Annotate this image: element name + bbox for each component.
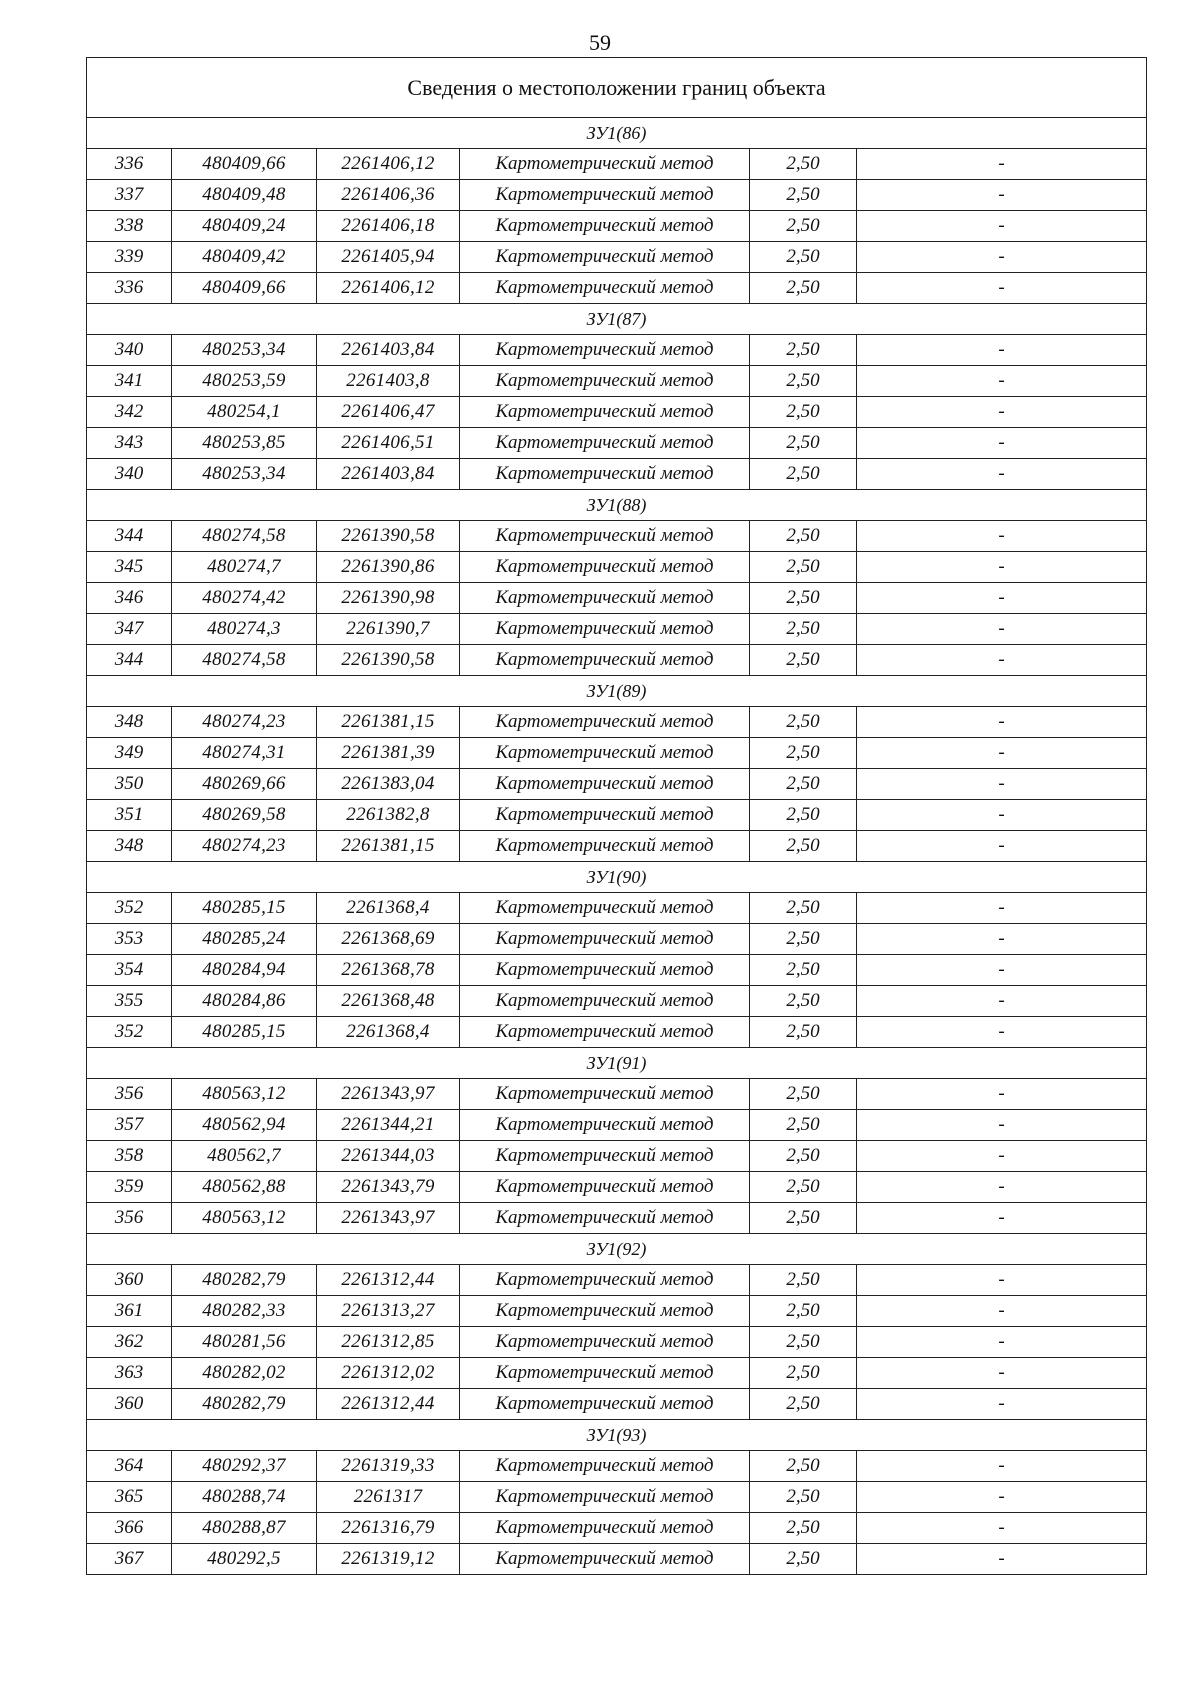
method-cell: Картометрический метод xyxy=(460,1141,750,1172)
accuracy-cell: 2,50 xyxy=(750,1358,857,1389)
description-cell: - xyxy=(857,1079,1147,1110)
description-cell: - xyxy=(857,831,1147,862)
y-coordinate-cell: 2261319,12 xyxy=(317,1544,460,1575)
point-number-cell: 343 xyxy=(87,428,172,459)
y-coordinate-cell: 2261406,51 xyxy=(317,428,460,459)
section-header-row xyxy=(87,1234,1147,1265)
x-coordinate-cell: 480284,94 xyxy=(172,955,317,986)
method-cell: Картометрический метод xyxy=(460,459,750,490)
table-row xyxy=(87,242,1147,273)
x-coordinate-cell: 480253,34 xyxy=(172,335,317,366)
table-row xyxy=(87,1513,1147,1544)
point-number-cell: 357 xyxy=(87,1110,172,1141)
table-row xyxy=(87,273,1147,304)
accuracy-cell: 2,50 xyxy=(750,955,857,986)
accuracy-cell: 2,50 xyxy=(750,521,857,552)
y-coordinate-cell: 2261317 xyxy=(317,1482,460,1513)
y-coordinate-cell: 2261312,85 xyxy=(317,1327,460,1358)
table-row xyxy=(87,1265,1147,1296)
table-row xyxy=(87,1079,1147,1110)
y-coordinate-cell: 2261319,33 xyxy=(317,1451,460,1482)
y-coordinate-cell: 2261381,15 xyxy=(317,707,460,738)
point-number-cell: 363 xyxy=(87,1358,172,1389)
x-coordinate-cell: 480562,88 xyxy=(172,1172,317,1203)
x-coordinate-cell: 480292,37 xyxy=(172,1451,317,1482)
x-coordinate-cell: 480274,23 xyxy=(172,707,317,738)
accuracy-cell: 2,50 xyxy=(750,1265,857,1296)
section-header-row xyxy=(87,118,1147,149)
table-row xyxy=(87,1451,1147,1482)
accuracy-cell: 2,50 xyxy=(750,242,857,273)
description-cell: - xyxy=(857,1141,1147,1172)
x-coordinate-cell: 480253,34 xyxy=(172,459,317,490)
description-cell: - xyxy=(857,211,1147,242)
point-number-cell: 354 xyxy=(87,955,172,986)
method-cell: Картометрический метод xyxy=(460,614,750,645)
x-coordinate-cell: 480409,24 xyxy=(172,211,317,242)
x-coordinate-cell: 480282,79 xyxy=(172,1265,317,1296)
point-number-cell: 360 xyxy=(87,1389,172,1420)
method-cell: Картометрический метод xyxy=(460,273,750,304)
description-cell: - xyxy=(857,1327,1147,1358)
accuracy-cell: 2,50 xyxy=(750,1141,857,1172)
method-cell: Картометрический метод xyxy=(460,1513,750,1544)
method-cell: Картометрический метод xyxy=(460,149,750,180)
y-coordinate-cell: 2261406,12 xyxy=(317,273,460,304)
accuracy-cell: 2,50 xyxy=(750,397,857,428)
table-row xyxy=(87,645,1147,676)
y-coordinate-cell: 2261368,78 xyxy=(317,955,460,986)
table-row xyxy=(87,521,1147,552)
method-cell: Картометрический метод xyxy=(460,1296,750,1327)
accuracy-cell: 2,50 xyxy=(750,335,857,366)
accuracy-cell: 2,50 xyxy=(750,1513,857,1544)
accuracy-cell: 2,50 xyxy=(750,924,857,955)
x-coordinate-cell: 480284,86 xyxy=(172,986,317,1017)
method-cell: Картометрический метод xyxy=(460,1544,750,1575)
point-number-cell: 350 xyxy=(87,769,172,800)
accuracy-cell: 2,50 xyxy=(750,986,857,1017)
table-title: Сведения о местоположении границ объекта xyxy=(87,58,1147,118)
point-number-cell: 351 xyxy=(87,800,172,831)
description-cell: - xyxy=(857,459,1147,490)
table-row xyxy=(87,1017,1147,1048)
description-cell: - xyxy=(857,1172,1147,1203)
method-cell: Картометрический метод xyxy=(460,1327,750,1358)
table-row xyxy=(87,769,1147,800)
point-number-cell: 356 xyxy=(87,1203,172,1234)
description-cell: - xyxy=(857,273,1147,304)
description-cell: - xyxy=(857,397,1147,428)
table-row xyxy=(87,1296,1147,1327)
x-coordinate-cell: 480269,58 xyxy=(172,800,317,831)
point-number-cell: 361 xyxy=(87,1296,172,1327)
table-row xyxy=(87,552,1147,583)
y-coordinate-cell: 2261390,58 xyxy=(317,645,460,676)
y-coordinate-cell: 2261390,58 xyxy=(317,521,460,552)
table-row xyxy=(87,924,1147,955)
point-number-cell: 365 xyxy=(87,1482,172,1513)
description-cell: - xyxy=(857,614,1147,645)
method-cell: Картометрический метод xyxy=(460,800,750,831)
method-cell: Картометрический метод xyxy=(460,552,750,583)
point-number-cell: 348 xyxy=(87,707,172,738)
description-cell: - xyxy=(857,986,1147,1017)
table-row xyxy=(87,428,1147,459)
y-coordinate-cell: 2261312,44 xyxy=(317,1265,460,1296)
description-cell: - xyxy=(857,707,1147,738)
table-row xyxy=(87,800,1147,831)
accuracy-cell: 2,50 xyxy=(750,831,857,862)
method-cell: Картометрический метод xyxy=(460,428,750,459)
method-cell: Картометрический метод xyxy=(460,521,750,552)
table-row xyxy=(87,831,1147,862)
accuracy-cell: 2,50 xyxy=(750,1110,857,1141)
accuracy-cell: 2,50 xyxy=(750,800,857,831)
method-cell: Картометрический метод xyxy=(460,242,750,273)
table-row xyxy=(87,1203,1147,1234)
point-number-cell: 360 xyxy=(87,1265,172,1296)
method-cell: Картометрический метод xyxy=(460,1017,750,1048)
section-name: ЗУ1(88) xyxy=(87,490,1147,521)
point-number-cell: 358 xyxy=(87,1141,172,1172)
x-coordinate-cell: 480282,02 xyxy=(172,1358,317,1389)
section-name: ЗУ1(86) xyxy=(87,118,1147,149)
x-coordinate-cell: 480563,12 xyxy=(172,1203,317,1234)
accuracy-cell: 2,50 xyxy=(750,149,857,180)
section-name: ЗУ1(92) xyxy=(87,1234,1147,1265)
section-name: ЗУ1(93) xyxy=(87,1420,1147,1451)
y-coordinate-cell: 2261312,02 xyxy=(317,1358,460,1389)
table-row xyxy=(87,1482,1147,1513)
x-coordinate-cell: 480562,94 xyxy=(172,1110,317,1141)
description-cell: - xyxy=(857,1265,1147,1296)
method-cell: Картометрический метод xyxy=(460,335,750,366)
x-coordinate-cell: 480253,85 xyxy=(172,428,317,459)
x-coordinate-cell: 480274,58 xyxy=(172,645,317,676)
x-coordinate-cell: 480409,42 xyxy=(172,242,317,273)
method-cell: Картометрический метод xyxy=(460,1079,750,1110)
x-coordinate-cell: 480281,56 xyxy=(172,1327,317,1358)
table-row xyxy=(87,1544,1147,1575)
accuracy-cell: 2,50 xyxy=(750,614,857,645)
method-cell: Картометрический метод xyxy=(460,986,750,1017)
point-number-cell: 353 xyxy=(87,924,172,955)
description-cell: - xyxy=(857,1544,1147,1575)
method-cell: Картометрический метод xyxy=(460,769,750,800)
accuracy-cell: 2,50 xyxy=(750,1017,857,1048)
description-cell: - xyxy=(857,552,1147,583)
y-coordinate-cell: 2261406,47 xyxy=(317,397,460,428)
accuracy-cell: 2,50 xyxy=(750,180,857,211)
x-coordinate-cell: 480274,31 xyxy=(172,738,317,769)
y-coordinate-cell: 2261344,03 xyxy=(317,1141,460,1172)
accuracy-cell: 2,50 xyxy=(750,645,857,676)
table-row xyxy=(87,180,1147,211)
y-coordinate-cell: 2261368,69 xyxy=(317,924,460,955)
y-coordinate-cell: 2261406,36 xyxy=(317,180,460,211)
point-number-cell: 352 xyxy=(87,1017,172,1048)
table-row xyxy=(87,211,1147,242)
y-coordinate-cell: 2261405,94 xyxy=(317,242,460,273)
table-title-row xyxy=(87,58,1147,118)
point-number-cell: 339 xyxy=(87,242,172,273)
y-coordinate-cell: 2261390,98 xyxy=(317,583,460,614)
table-row xyxy=(87,1327,1147,1358)
description-cell: - xyxy=(857,1513,1147,1544)
y-coordinate-cell: 2261343,79 xyxy=(317,1172,460,1203)
description-cell: - xyxy=(857,955,1147,986)
accuracy-cell: 2,50 xyxy=(750,1079,857,1110)
section-header-row xyxy=(87,490,1147,521)
section-name: ЗУ1(91) xyxy=(87,1048,1147,1079)
description-cell: - xyxy=(857,1296,1147,1327)
y-coordinate-cell: 2261382,8 xyxy=(317,800,460,831)
accuracy-cell: 2,50 xyxy=(750,707,857,738)
point-number-cell: 352 xyxy=(87,893,172,924)
accuracy-cell: 2,50 xyxy=(750,428,857,459)
x-coordinate-cell: 480288,87 xyxy=(172,1513,317,1544)
section-header-row xyxy=(87,676,1147,707)
table-row xyxy=(87,955,1147,986)
method-cell: Картометрический метод xyxy=(460,831,750,862)
point-number-cell: 362 xyxy=(87,1327,172,1358)
accuracy-cell: 2,50 xyxy=(750,1296,857,1327)
section-name: ЗУ1(89) xyxy=(87,676,1147,707)
method-cell: Картометрический метод xyxy=(460,1389,750,1420)
accuracy-cell: 2,50 xyxy=(750,211,857,242)
point-number-cell: 346 xyxy=(87,583,172,614)
point-number-cell: 340 xyxy=(87,459,172,490)
description-cell: - xyxy=(857,242,1147,273)
x-coordinate-cell: 480274,42 xyxy=(172,583,317,614)
y-coordinate-cell: 2261406,12 xyxy=(317,149,460,180)
point-number-cell: 359 xyxy=(87,1172,172,1203)
x-coordinate-cell: 480274,7 xyxy=(172,552,317,583)
method-cell: Картометрический метод xyxy=(460,1358,750,1389)
accuracy-cell: 2,50 xyxy=(750,1203,857,1234)
point-number-cell: 348 xyxy=(87,831,172,862)
method-cell: Картометрический метод xyxy=(460,397,750,428)
point-number-cell: 344 xyxy=(87,521,172,552)
method-cell: Картометрический метод xyxy=(460,1265,750,1296)
method-cell: Картометрический метод xyxy=(460,924,750,955)
y-coordinate-cell: 2261390,86 xyxy=(317,552,460,583)
method-cell: Картометрический метод xyxy=(460,1110,750,1141)
description-cell: - xyxy=(857,1451,1147,1482)
y-coordinate-cell: 2261381,15 xyxy=(317,831,460,862)
y-coordinate-cell: 2261383,04 xyxy=(317,769,460,800)
method-cell: Картометрический метод xyxy=(460,180,750,211)
accuracy-cell: 2,50 xyxy=(750,769,857,800)
point-number-cell: 364 xyxy=(87,1451,172,1482)
y-coordinate-cell: 2261368,4 xyxy=(317,1017,460,1048)
accuracy-cell: 2,50 xyxy=(750,583,857,614)
accuracy-cell: 2,50 xyxy=(750,1451,857,1482)
accuracy-cell: 2,50 xyxy=(750,738,857,769)
method-cell: Картометрический метод xyxy=(460,583,750,614)
method-cell: Картометрический метод xyxy=(460,955,750,986)
x-coordinate-cell: 480285,15 xyxy=(172,893,317,924)
point-number-cell: 355 xyxy=(87,986,172,1017)
x-coordinate-cell: 480274,3 xyxy=(172,614,317,645)
accuracy-cell: 2,50 xyxy=(750,893,857,924)
accuracy-cell: 2,50 xyxy=(750,1172,857,1203)
accuracy-cell: 2,50 xyxy=(750,1389,857,1420)
y-coordinate-cell: 2261312,44 xyxy=(317,1389,460,1420)
table-row xyxy=(87,1141,1147,1172)
description-cell: - xyxy=(857,366,1147,397)
y-coordinate-cell: 2261381,39 xyxy=(317,738,460,769)
description-cell: - xyxy=(857,738,1147,769)
boundary-coordinates-table xyxy=(86,57,1147,1575)
x-coordinate-cell: 480274,58 xyxy=(172,521,317,552)
description-cell: - xyxy=(857,800,1147,831)
description-cell: - xyxy=(857,428,1147,459)
y-coordinate-cell: 2261368,4 xyxy=(317,893,460,924)
y-coordinate-cell: 2261313,27 xyxy=(317,1296,460,1327)
table-row xyxy=(87,707,1147,738)
y-coordinate-cell: 2261344,21 xyxy=(317,1110,460,1141)
point-number-cell: 356 xyxy=(87,1079,172,1110)
x-coordinate-cell: 480409,66 xyxy=(172,149,317,180)
y-coordinate-cell: 2261368,48 xyxy=(317,986,460,1017)
section-name: ЗУ1(87) xyxy=(87,304,1147,335)
description-cell: - xyxy=(857,149,1147,180)
point-number-cell: 344 xyxy=(87,645,172,676)
method-cell: Картометрический метод xyxy=(460,645,750,676)
method-cell: Картометрический метод xyxy=(460,1203,750,1234)
x-coordinate-cell: 480269,66 xyxy=(172,769,317,800)
description-cell: - xyxy=(857,335,1147,366)
description-cell: - xyxy=(857,1389,1147,1420)
method-cell: Картометрический метод xyxy=(460,211,750,242)
table-row xyxy=(87,397,1147,428)
method-cell: Картометрический метод xyxy=(460,707,750,738)
description-cell: - xyxy=(857,583,1147,614)
point-number-cell: 340 xyxy=(87,335,172,366)
x-coordinate-cell: 480285,24 xyxy=(172,924,317,955)
description-cell: - xyxy=(857,769,1147,800)
section-header-row xyxy=(87,862,1147,893)
method-cell: Картометрический метод xyxy=(460,1451,750,1482)
page-number: 59 xyxy=(589,30,611,55)
table-row xyxy=(87,583,1147,614)
x-coordinate-cell: 480282,33 xyxy=(172,1296,317,1327)
method-cell: Картометрический метод xyxy=(460,1172,750,1203)
y-coordinate-cell: 2261403,84 xyxy=(317,459,460,490)
accuracy-cell: 2,50 xyxy=(750,552,857,583)
method-cell: Картометрический метод xyxy=(460,366,750,397)
section-name: ЗУ1(90) xyxy=(87,862,1147,893)
x-coordinate-cell: 480409,48 xyxy=(172,180,317,211)
table-row xyxy=(87,459,1147,490)
table-row xyxy=(87,893,1147,924)
table-body xyxy=(87,58,1147,1575)
point-number-cell: 367 xyxy=(87,1544,172,1575)
method-cell: Картометрический метод xyxy=(460,893,750,924)
point-number-cell: 341 xyxy=(87,366,172,397)
y-coordinate-cell: 2261343,97 xyxy=(317,1203,460,1234)
accuracy-cell: 2,50 xyxy=(750,273,857,304)
table-row xyxy=(87,1389,1147,1420)
y-coordinate-cell: 2261403,84 xyxy=(317,335,460,366)
x-coordinate-cell: 480292,5 xyxy=(172,1544,317,1575)
description-cell: - xyxy=(857,1017,1147,1048)
table-row xyxy=(87,1110,1147,1141)
point-number-cell: 342 xyxy=(87,397,172,428)
point-number-cell: 349 xyxy=(87,738,172,769)
table-row xyxy=(87,614,1147,645)
x-coordinate-cell: 480562,7 xyxy=(172,1141,317,1172)
point-number-cell: 347 xyxy=(87,614,172,645)
description-cell: - xyxy=(857,521,1147,552)
point-number-cell: 336 xyxy=(87,149,172,180)
x-coordinate-cell: 480282,79 xyxy=(172,1389,317,1420)
x-coordinate-cell: 480285,15 xyxy=(172,1017,317,1048)
x-coordinate-cell: 480288,74 xyxy=(172,1482,317,1513)
accuracy-cell: 2,50 xyxy=(750,1327,857,1358)
table-row xyxy=(87,986,1147,1017)
point-number-cell: 338 xyxy=(87,211,172,242)
point-number-cell: 366 xyxy=(87,1513,172,1544)
method-cell: Картометрический метод xyxy=(460,738,750,769)
description-cell: - xyxy=(857,645,1147,676)
accuracy-cell: 2,50 xyxy=(750,366,857,397)
y-coordinate-cell: 2261390,7 xyxy=(317,614,460,645)
x-coordinate-cell: 480274,23 xyxy=(172,831,317,862)
table-row xyxy=(87,149,1147,180)
method-cell: Картометрический метод xyxy=(460,1482,750,1513)
y-coordinate-cell: 2261403,8 xyxy=(317,366,460,397)
y-coordinate-cell: 2261316,79 xyxy=(317,1513,460,1544)
point-number-cell: 337 xyxy=(87,180,172,211)
table-row xyxy=(87,1358,1147,1389)
description-cell: - xyxy=(857,1110,1147,1141)
table-row xyxy=(87,335,1147,366)
table-row xyxy=(87,1172,1147,1203)
description-cell: - xyxy=(857,1482,1147,1513)
table-row xyxy=(87,366,1147,397)
point-number-cell: 345 xyxy=(87,552,172,583)
y-coordinate-cell: 2261343,97 xyxy=(317,1079,460,1110)
point-number-cell: 336 xyxy=(87,273,172,304)
description-cell: - xyxy=(857,1203,1147,1234)
accuracy-cell: 2,50 xyxy=(750,459,857,490)
accuracy-cell: 2,50 xyxy=(750,1482,857,1513)
section-header-row xyxy=(87,1420,1147,1451)
x-coordinate-cell: 480409,66 xyxy=(172,273,317,304)
x-coordinate-cell: 480254,1 xyxy=(172,397,317,428)
description-cell: - xyxy=(857,1358,1147,1389)
description-cell: - xyxy=(857,924,1147,955)
accuracy-cell: 2,50 xyxy=(750,1544,857,1575)
x-coordinate-cell: 480253,59 xyxy=(172,366,317,397)
description-cell: - xyxy=(857,180,1147,211)
section-header-row xyxy=(87,304,1147,335)
description-cell: - xyxy=(857,893,1147,924)
section-header-row xyxy=(87,1048,1147,1079)
table-row xyxy=(87,738,1147,769)
x-coordinate-cell: 480563,12 xyxy=(172,1079,317,1110)
y-coordinate-cell: 2261406,18 xyxy=(317,211,460,242)
